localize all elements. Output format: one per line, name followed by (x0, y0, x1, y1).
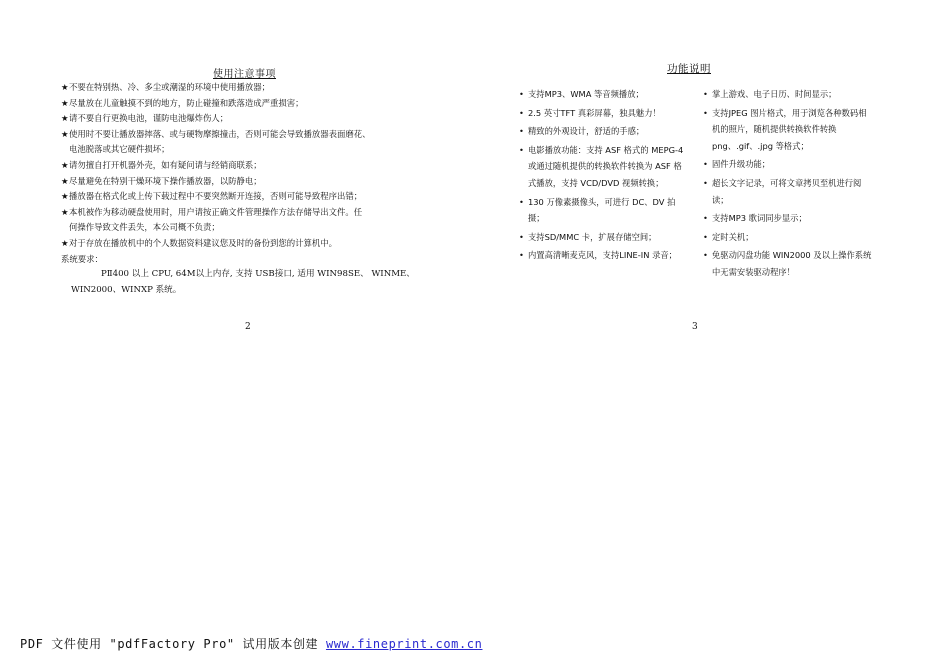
feature-item: • 掌上游戏、电子日历、时间显示； (703, 86, 873, 103)
left-page (0, 0, 467, 662)
feature-item: • 2.5 英寸TFT 真彩屏幕，独具魅力！ (519, 105, 689, 122)
feature-item: • 超长文字记录，可将文章拷贝至机进行阅读； (703, 175, 873, 208)
bullet-icon: • (519, 144, 524, 155)
system-requirements-line: PⅡ400 以上 CPU, 64M以上内存, 支持 USB接口, 适用 WIN98SE、 WINME、 (101, 269, 415, 280)
bullet-icon: • (703, 213, 708, 224)
feature-item: • 定时关机； (703, 229, 873, 246)
feature-item: • 130 万像素摄像头，可进行 DC、DV 拍摄； (519, 194, 689, 227)
precaution-item-continued: 电池脱落或其它硬件损坏； (69, 144, 170, 155)
star-icon: ★ (61, 82, 69, 92)
page-number: 3 (692, 322, 698, 332)
system-requirements-label: 系统要求： (61, 253, 103, 264)
star-icon: ★ (61, 191, 69, 202)
bullet-icon: • (703, 89, 708, 99)
feature-item: • 免驱动闪盘功能 WIN2000 及以上操作系统中无需安装驱动程序！ (703, 247, 873, 280)
feature-item: • 支持JPEG 图片格式，用于浏览各种数码相机的照片，随机提供转换软件转换 png、.gif、.jpg 等格式； (703, 105, 873, 155)
feature-column-2 (703, 86, 873, 283)
precaution-item: ★ 尽量避免在特别干燥环境下操作播放器，以防静电； (61, 174, 446, 190)
precaution-item-continued: 何操作导致文件丢失，本公司概不负责； (69, 222, 220, 233)
precaution-item: ★ 本机被作为移动硬盘使用时，用户请按正确文件管理操作方法存储导出文件。任 (61, 205, 446, 221)
footer-text: PDF 文件使用 "pdfFactory Pro" 试用版本创建 (20, 637, 326, 651)
star-icon: ★ (61, 113, 69, 124)
feature-column-1 (519, 86, 689, 266)
precaution-item: ★ 使用时不要让播放器摔落、或与硬物摩擦撞击，否则可能会导致播放器表面磨花、 (61, 127, 446, 143)
bullet-icon: • (519, 196, 524, 207)
precaution-item: ★ 请勿擅自打开机器外壳，如有疑问请与经销商联系； (61, 158, 446, 174)
bullet-icon: • (519, 89, 524, 99)
right-page-title: 功能说明 (667, 63, 711, 75)
star-icon: ★ (61, 159, 69, 170)
bullet-icon: • (519, 126, 524, 137)
star-icon: ★ (61, 237, 69, 248)
page-number: 2 (245, 322, 251, 332)
feature-item: • 支持MP3、WMA 等音频播放； (519, 86, 689, 103)
star-icon: ★ (61, 128, 69, 139)
bullet-icon: • (519, 250, 524, 261)
right-page (467, 0, 935, 662)
feature-item: • 支持MP3 歌词同步显示； (703, 210, 873, 227)
left-page-title: 使用注意事项 (213, 69, 276, 80)
bullet-icon: • (519, 107, 524, 118)
bullet-icon: • (703, 107, 708, 118)
bullet-icon: • (703, 159, 708, 170)
feature-item: • 电影播放功能：支持 ASF 格式的 MEPG-4 或通过随机提供的转换软件转换为 ASF 格式播放，支持 VCD/DVD 视频转换； (519, 142, 689, 192)
feature-item: • 支持SD/MMC 卡，扩展存储空间； (519, 229, 689, 246)
bullet-icon: • (703, 177, 708, 188)
star-icon: ★ (61, 206, 69, 217)
footer-link[interactable]: www.fineprint.com.cn (325, 637, 483, 651)
precaution-item: ★ 请不要自行更换电池，谨防电池爆炸伤人； (61, 111, 446, 127)
feature-item: • 内置高清晰麦克风，支持LINE-IN 录音； (519, 247, 689, 264)
precaution-item: ★ 对于存放在播放机中的个人数据资料建议您及时的备份到您的计算机中。 (61, 236, 446, 252)
precaution-item: ★ 播放器在格式化或上传下载过程中不要突然断开连接，否则可能导致程序出错； (61, 189, 446, 205)
precaution-item: ★ 不要在特别热、冷、多尘或潮湿的环境中使用播放器； (61, 80, 446, 96)
feature-item: • 精致的外观设计，舒适的手感； (519, 123, 689, 140)
bullet-icon: • (519, 231, 524, 242)
system-requirements-line: WIN2000、WINXP 系统。 (71, 284, 182, 295)
star-icon: ★ (61, 175, 69, 186)
pdf-footer (20, 635, 482, 652)
precaution-item: ★ 尽量放在儿童触摸不到的地方，防止碰撞和跌落造成严重损害； (61, 96, 446, 112)
feature-item: • 固件升级功能； (703, 156, 873, 173)
bullet-icon: • (703, 250, 708, 261)
precautions-list (61, 80, 446, 298)
bullet-icon: • (703, 231, 708, 242)
star-icon: ★ (61, 97, 69, 108)
